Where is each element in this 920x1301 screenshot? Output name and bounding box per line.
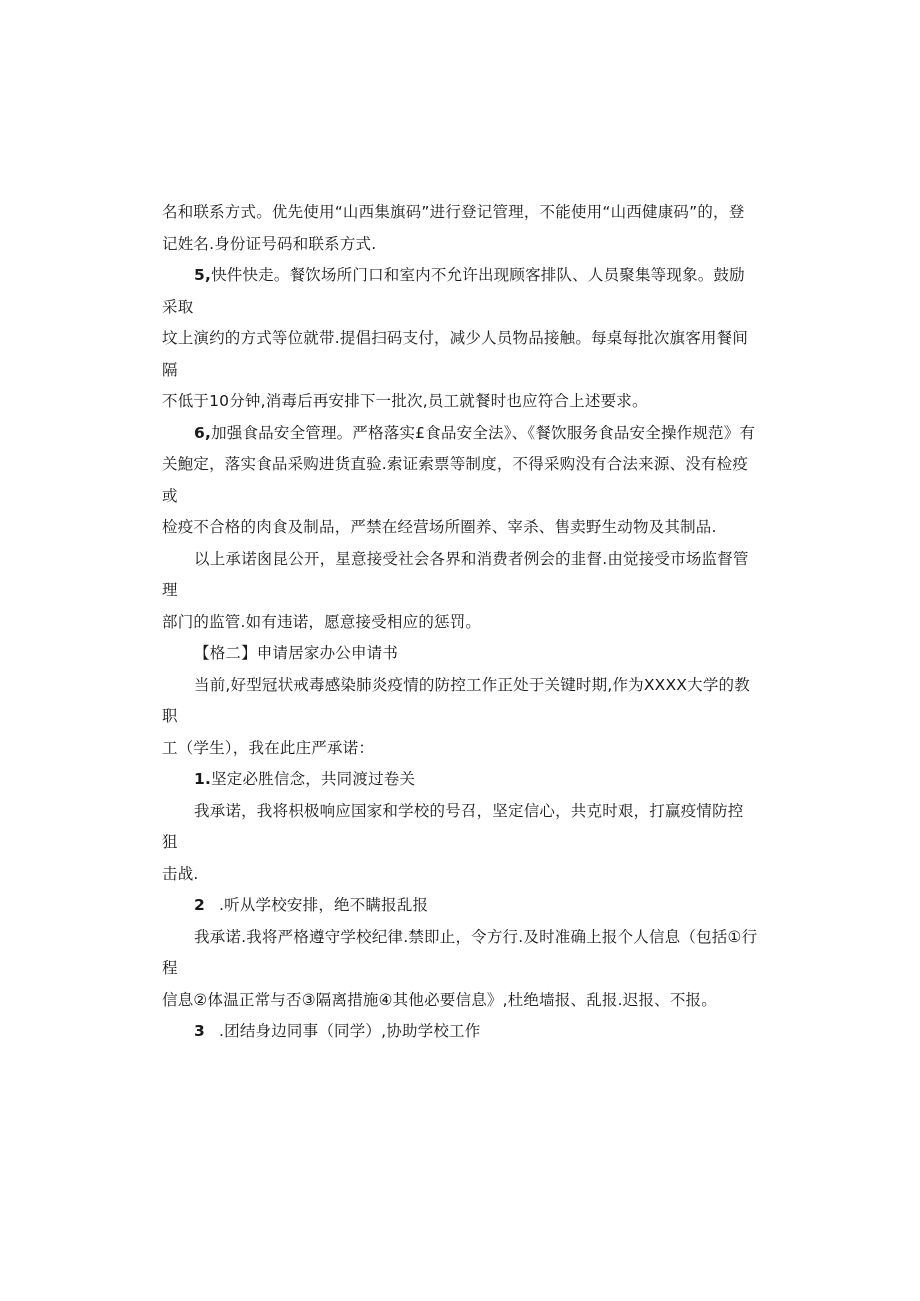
paragraph-item-3-heading bbox=[162, 1016, 758, 1048]
text-line: 部门的监管.如有违诺，愿意接受相应的惩罚。 bbox=[162, 612, 482, 631]
text-line: 当前,好型冠状戒毒感染肺炎疫情的防控工作正处于关键时期,作为XXXX大学的教职 bbox=[162, 675, 750, 725]
item-number: 1. bbox=[194, 770, 212, 788]
text-line: 以上承诺囪昆公开，星意接受社会各界和消费者例会的韭督.由觉接受市场监督管理 bbox=[162, 549, 749, 599]
paragraph-item-6 bbox=[162, 418, 758, 544]
text-line: 我承诺.我将严格遵守学校纪律.禁即止，令方行.及时准确上报个人信息（包括①行程 bbox=[162, 927, 758, 977]
text-line: 检疫不合格的肉食及制品，严禁在经营场所圈养、宰杀、售卖野生动物及其制品. bbox=[162, 518, 717, 536]
text-line: 信息②体温正常与否③隔离措施④其他必要信息》,杜绝墙报、乱报.迟报、不报。 bbox=[162, 990, 717, 1009]
document-body bbox=[162, 197, 758, 1048]
paragraph-item-1-body bbox=[162, 796, 758, 891]
paragraph-commitment-summary bbox=[162, 544, 758, 639]
text-line: 不低于10分钟,消毒后再安排下一批次,员工就餐时也应符合上述要求。 bbox=[162, 392, 648, 410]
paragraph-item-5 bbox=[162, 260, 758, 418]
item-number: 2 bbox=[194, 896, 205, 914]
paragraph-intro bbox=[162, 670, 758, 765]
text-line: 工（学生），我在此庄严承诺： bbox=[162, 738, 375, 757]
section-heading bbox=[162, 638, 758, 670]
section-title: 【格二】申请居家办公申请书 bbox=[194, 644, 399, 662]
item-number: 5, bbox=[194, 266, 212, 284]
text-line bbox=[162, 764, 758, 796]
text-line bbox=[162, 890, 758, 922]
item-text: 快件快走。餐饮场所门口和室内不允许出现顾客排队、人员聚集等现象。鼓励采取 bbox=[162, 266, 745, 316]
paragraph-item-1-heading bbox=[162, 764, 758, 796]
item-text: .听从学校安排，绝不瞒报乱报 bbox=[219, 896, 429, 914]
paragraph-contact-info bbox=[162, 197, 758, 260]
text-line bbox=[162, 418, 758, 450]
text-line: 关鮑定，落实食品采购进货直验.索证索票等制度，不得采购没有合法来源、没有检疫或 bbox=[162, 455, 749, 505]
text-line bbox=[162, 1016, 758, 1048]
item-text: 加强食品安全管理。严格落实£食品安全法》、《餐饮服务食品安全操作规范》有 bbox=[211, 423, 756, 442]
text-line: 记姓名.身份证号码和联系方式. bbox=[162, 234, 377, 253]
text-line: 坟上演约的方式等位就带.提倡扫码支付，减少人员物品接触。每桌每批次旗客用餐间隔 bbox=[162, 329, 749, 379]
text-line: 击战. bbox=[162, 864, 199, 883]
text-line bbox=[162, 260, 758, 323]
text-line: 名和联系方式。优先使用“山西集旗码”进行登记管理，不能使用“山西健康码”的，登 bbox=[162, 203, 745, 221]
item-number: 3 bbox=[194, 1022, 205, 1040]
item-text: .团结身边同事（同学）,协助学校工作 bbox=[219, 1022, 481, 1040]
paragraph-item-2-body bbox=[162, 922, 758, 1017]
paragraph-item-2-heading bbox=[162, 890, 758, 922]
item-number: 6, bbox=[194, 423, 212, 442]
text-line: 我承诺，我将枳极响应国家和学校的号召，坚定信心，共克时艰，打赢疫情防控狙 bbox=[162, 801, 744, 851]
item-text: 坚定必胜信念，共同渡过卷关 bbox=[211, 770, 416, 788]
